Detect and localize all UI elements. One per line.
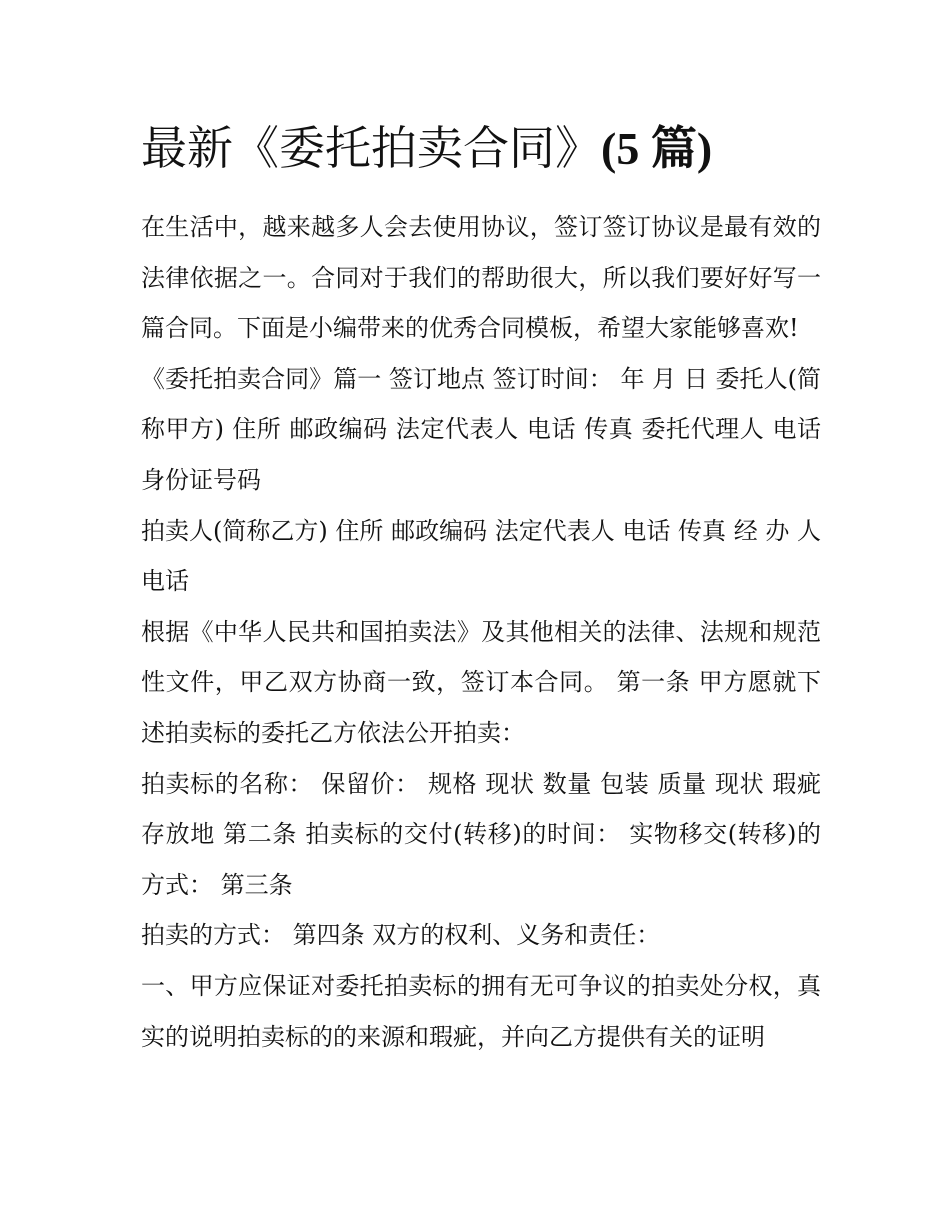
auctioneer-paragraph: 拍卖人(简称乙方) 住所 邮政编码 法定代表人 电话 传真 经 办 人 电话 xyxy=(141,516,821,596)
document-title-main: 最新《委托拍卖合同》 xyxy=(141,121,601,175)
document-page xyxy=(141,112,821,1062)
auction-method-paragraph: 拍卖的方式： 第四条 双方的权利、义务和责任： xyxy=(141,921,661,950)
document-title-count: (5 篇) xyxy=(601,123,713,174)
obligations-paragraph: 一、甲方应保证对委托拍卖标的拥有无可争议的拍卖处分权，真实的说明拍卖标的的来源和瑕疵，并向乙方提供有关的证明 xyxy=(141,971,821,1051)
legal-basis-paragraph: 根据《中华人民共和国拍卖法》及其他相关的法律、法规和规范性文件，甲乙双方协商一致，签订本合同。 第一条 甲方愿就下述拍卖标的委托乙方依法公开拍卖： xyxy=(141,617,821,747)
document-title xyxy=(141,112,821,184)
auction-item-paragraph: 拍卖标的名称： 保留价： 规格 现状 数量 包装 质量 现状 瑕疵 存放地 第二条 拍卖标的交付(转移)的时间： 实物移交(转移)的方式： 第三条 xyxy=(141,769,821,899)
intro-paragraph: 在生活中，越来越多人会去使用协议，签订签订协议是最有效的法律依据之一。合同对于我们的帮助很大，所以我们要好好写一篇合同。下面是小编带来的优秀合同模板，希望大家能够喜欢! xyxy=(141,213,821,343)
contract-header-paragraph: 《委托拍卖合同》篇一 签订地点 签订时间： 年 月 日 委托人(简称甲方) 住所 邮政编码 法定代表人 电话 传真 委托代理人 电话 身份证号码 xyxy=(141,364,821,494)
